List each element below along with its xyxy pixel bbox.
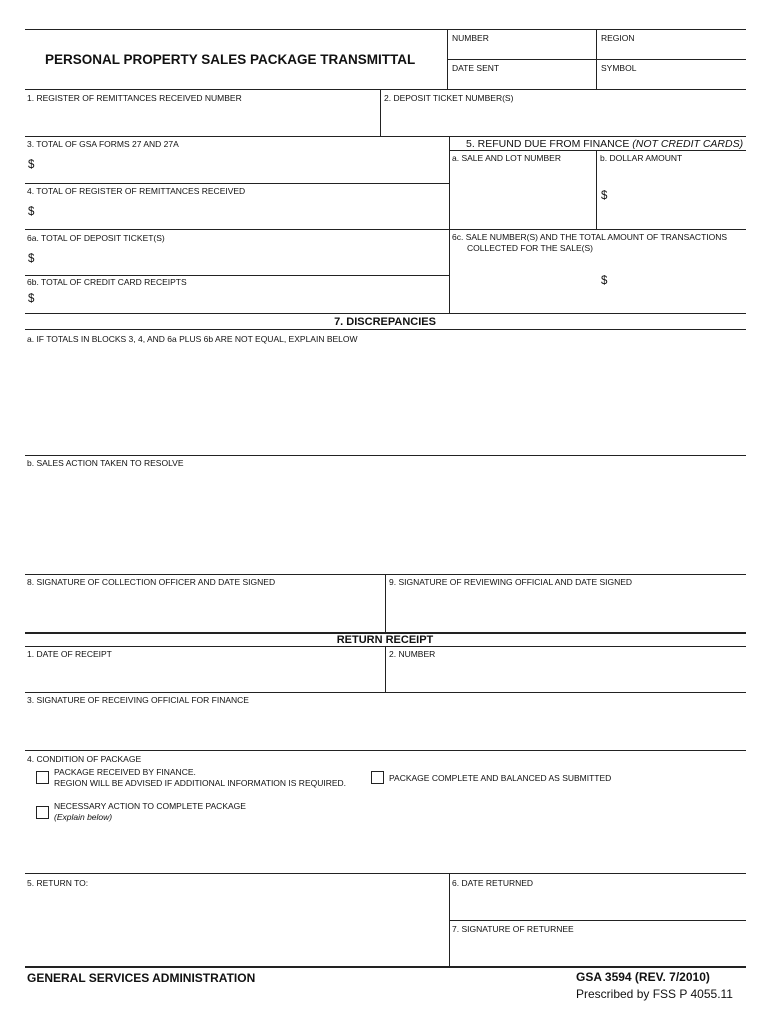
necessary-action-checkbox[interactable] — [36, 806, 49, 819]
return-receipt-title: RETURN RECEIPT — [336, 634, 434, 646]
received-by-finance-label-line1: PACKAGE RECEIVED BY FINANCE. — [54, 767, 196, 777]
number-label: NUMBER — [452, 33, 489, 43]
dollar-sign: $ — [28, 253, 35, 265]
dollar-sign: $ — [28, 159, 35, 171]
signature-8-label: 8. SIGNATURE OF COLLECTION OFFICER AND DATE SIGNED — [27, 577, 276, 587]
date-returned-label: 6. DATE RETURNED — [452, 878, 534, 888]
signature-9-label: 9. SIGNATURE OF REVIEWING OFFICIAL AND DATE SIGNED — [389, 577, 633, 587]
refund-title-italic: (NOT CREDIT CARDS) — [632, 138, 744, 150]
complete-and-balanced-checkbox[interactable] — [371, 771, 384, 784]
discrepancies-title: 7. DISCREPANCIES — [334, 316, 436, 328]
dollar-sign: $ — [28, 206, 35, 218]
necessary-action-label-line2: (Explain below) — [54, 812, 113, 822]
receipt-date-label: 1. DATE OF RECEIPT — [27, 649, 112, 659]
date-sent-label: DATE SENT — [452, 63, 500, 73]
agency-name: GENERAL SERVICES ADMINISTRATION — [27, 971, 256, 985]
field-6c-label-line2: COLLECTED FOR THE SALE(S) — [467, 243, 593, 253]
field-3-label: 3. TOTAL OF GSA FORMS 27 AND 27A — [27, 139, 179, 149]
condition-of-package-label: 4. CONDITION OF PACKAGE — [27, 754, 142, 764]
returnee-signature-label: 7. SIGNATURE OF RETURNEE — [452, 924, 574, 934]
necessary-action-label-line1: NECESSARY ACTION TO COMPLETE PACKAGE — [54, 801, 246, 811]
received-by-finance-label-line2: REGION WILL BE ADVISED IF ADDITIONAL INFORMATION IS REQUIRED. — [54, 778, 347, 788]
discrepancies-b-label: b. SALES ACTION TAKEN TO RESOLVE — [27, 458, 184, 468]
discrepancies-a-label: a. IF TOTALS IN BLOCKS 3, 4, AND 6a PLUS 6b ARE NOT EQUAL, EXPLAIN BELOW — [27, 334, 358, 344]
receiving-official-signature-label: 3. SIGNATURE OF RECEIVING OFFICIAL FOR FINANCE — [27, 695, 249, 705]
receipt-number-label: 2. NUMBER — [389, 649, 436, 659]
refund-a-label: a. SALE AND LOT NUMBER — [452, 153, 561, 163]
region-label: REGION — [601, 33, 635, 43]
prescribed-by: Prescribed by FSS P 4055.11 — [576, 987, 733, 1001]
refund-title-text: 5. REFUND DUE FROM FINANCE — [466, 138, 633, 150]
field-4-label: 4. TOTAL OF REGISTER OF REMITTANCES RECEIVED — [27, 186, 246, 196]
form-title: PERSONAL PROPERTY SALES PACKAGE TRANSMITTAL — [45, 52, 416, 67]
refund-title — [466, 138, 743, 150]
symbol-label: SYMBOL — [601, 63, 637, 73]
dollar-sign: $ — [601, 275, 608, 287]
field-6a-label: 6a. TOTAL OF DEPOSIT TICKET(S) — [27, 233, 165, 243]
field-1-label: 1. REGISTER OF REMITTANCES RECEIVED NUMBER — [27, 93, 242, 103]
field-6c-label-line1: 6c. SALE NUMBER(S) AND THE TOTAL AMOUNT OF TRANSACTIONS — [452, 232, 728, 242]
complete-and-balanced-label: PACKAGE COMPLETE AND BALANCED AS SUBMITTED — [389, 773, 612, 783]
dollar-sign: $ — [28, 293, 35, 305]
form-number: GSA 3594 (REV. 7/2010) — [576, 970, 710, 984]
return-to-label: 5. RETURN TO: — [27, 878, 89, 888]
field-6b-label: 6b. TOTAL OF CREDIT CARD RECEIPTS — [27, 277, 187, 287]
received-by-finance-checkbox[interactable] — [36, 771, 49, 784]
dollar-sign: $ — [601, 190, 608, 202]
field-2-label: 2. DEPOSIT TICKET NUMBER(S) — [384, 93, 514, 103]
refund-b-label: b. DOLLAR AMOUNT — [600, 153, 683, 163]
